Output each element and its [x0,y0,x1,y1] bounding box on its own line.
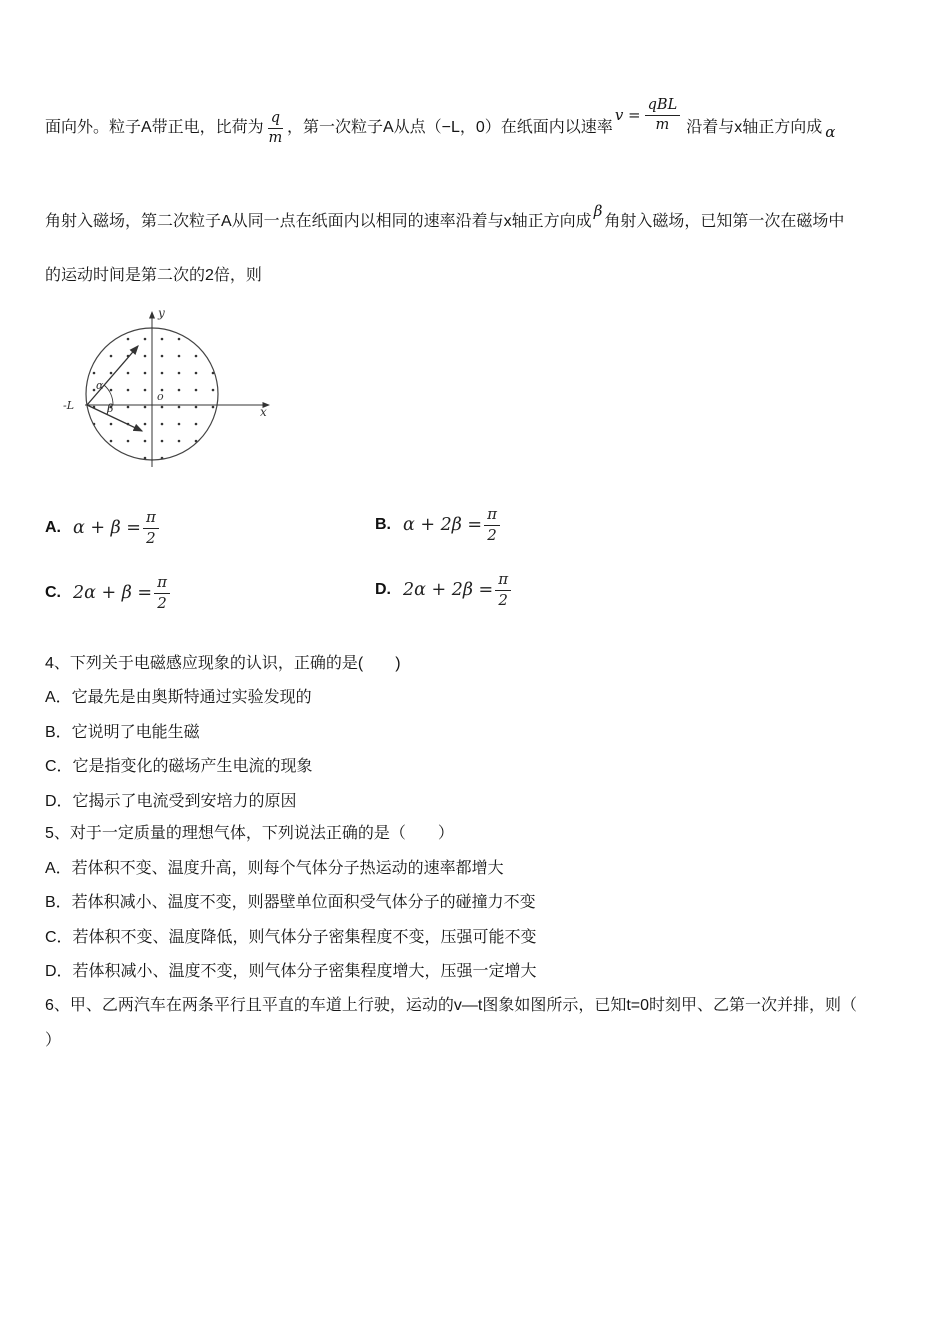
q5-option-a: A．若体积不变、温度升高，则每个气体分子热运动的速率都增大 [45,860,504,877]
q3-option-b-fraction [484,506,500,544]
y-axis-label: y [158,306,165,320]
entry-point-label: -L [63,399,75,412]
q3-option-d-label: D. [375,581,391,598]
field-diagram [55,300,295,480]
charge-mass-numerator: q [268,110,283,129]
beta-symbol: β [593,202,603,220]
q4-stem: 4、下列关于电磁感应现象的认识，正确的是( ) [45,655,401,672]
q3-option-d [375,567,515,613]
q6-stem-close-paren: ） [45,1032,62,1049]
q3-option-d-num: π [495,571,511,590]
q4-option-b: B．它说明了电能生磁 [45,724,200,741]
q3-option-c-lhs: 2α + β = [73,583,153,603]
charge-mass-ratio-fraction [268,110,283,146]
q3-line2-text2: 角射入磁场，已知第一次在磁场中 [604,213,845,230]
q3-option-a-formula [73,509,163,547]
q3-intro-line1 [45,96,836,156]
q3-option-d-lhs: 2α + 2β = [403,580,494,600]
q3-option-b-formula [403,506,504,544]
q3-line1-text3: 沿着与x轴正方向成 [686,119,823,136]
alpha-symbol: α [825,123,836,141]
beta-angle-label: β [107,402,114,415]
velocity-numerator: qBL [645,97,681,116]
q5-stem: 5、对于一定质量的理想气体，下列说法正确的是（ ） [45,825,454,842]
q3-option-b-num: π [484,506,500,525]
origin-label: o [157,390,164,403]
q3-line1-text2: ，第一次粒子A从点（−L，0）在纸面内以速率 [286,119,613,136]
q3-line2-text1: 角射入磁场，第二次粒子A从同一点在纸面内以相同的速率沿着与x轴正方向成 [45,213,592,230]
q4-option-a: A．它最先是由奥斯特通过实验发现的 [45,689,312,706]
q4-option-d: D．它揭示了电流受到安培力的原因 [45,793,297,810]
q3-option-c-num: π [154,574,170,593]
q3-option-a-num: π [143,509,159,528]
q3-option-a-fraction [143,509,159,547]
q3-option-a-label: A. [45,519,61,536]
q5-option-b: B．若体积减小、温度不变，则器壁单位面积受气体分子的碰撞力不变 [45,894,536,911]
velocity-denominator: m [655,116,670,133]
q3-option-c-fraction [154,574,170,612]
q3-intro-line3: 的运动时间是第二次的2倍，则 [45,267,262,284]
q6-stem: 6、甲、乙两汽车在两条平行且平直的车道上行驶，运动的v—t图象如图所示，已知t=0时刻甲、乙第一次并排，则（ [45,997,858,1014]
q3-option-b-lhs: α + 2β = [403,515,483,535]
alpha-angle-label: α [96,379,104,392]
velocity-equation [615,97,684,133]
field-diagram-svg [55,300,295,475]
q3-option-a-lhs: α + β = [73,518,141,538]
q3-option-d-formula [403,571,515,609]
q5-option-c: C．若体积不变、温度降低，则气体分子密集程度不变，压强可能不变 [45,929,537,946]
q4-option-c: C．它是指变化的磁场产生电流的现象 [45,758,313,775]
q3-option-a [45,505,163,551]
q3-option-d-den: 2 [498,590,508,609]
q3-option-b-den: 2 [487,525,497,544]
q5-option-d: D．若体积减小、温度不变，则气体分子密集程度增大，压强一定增大 [45,963,537,980]
q3-line1-text1: 面向外。粒子A带正电，比荷为 [45,119,264,136]
q3-option-b-label: B. [375,516,391,533]
velocity-fraction [645,97,681,133]
x-axis-label: x [260,405,267,419]
q3-option-b [375,502,504,548]
charge-mass-denominator: m [268,129,283,146]
q3-option-c [45,570,174,616]
q3-option-a-den: 2 [146,528,156,547]
q3-intro-line2 [45,202,844,242]
q3-option-c-den: 2 [157,593,167,612]
velocity-lhs: v = [614,106,641,124]
q3-option-c-formula [73,574,174,612]
q3-option-d-fraction [495,571,511,609]
q3-option-c-label: C. [45,584,61,601]
